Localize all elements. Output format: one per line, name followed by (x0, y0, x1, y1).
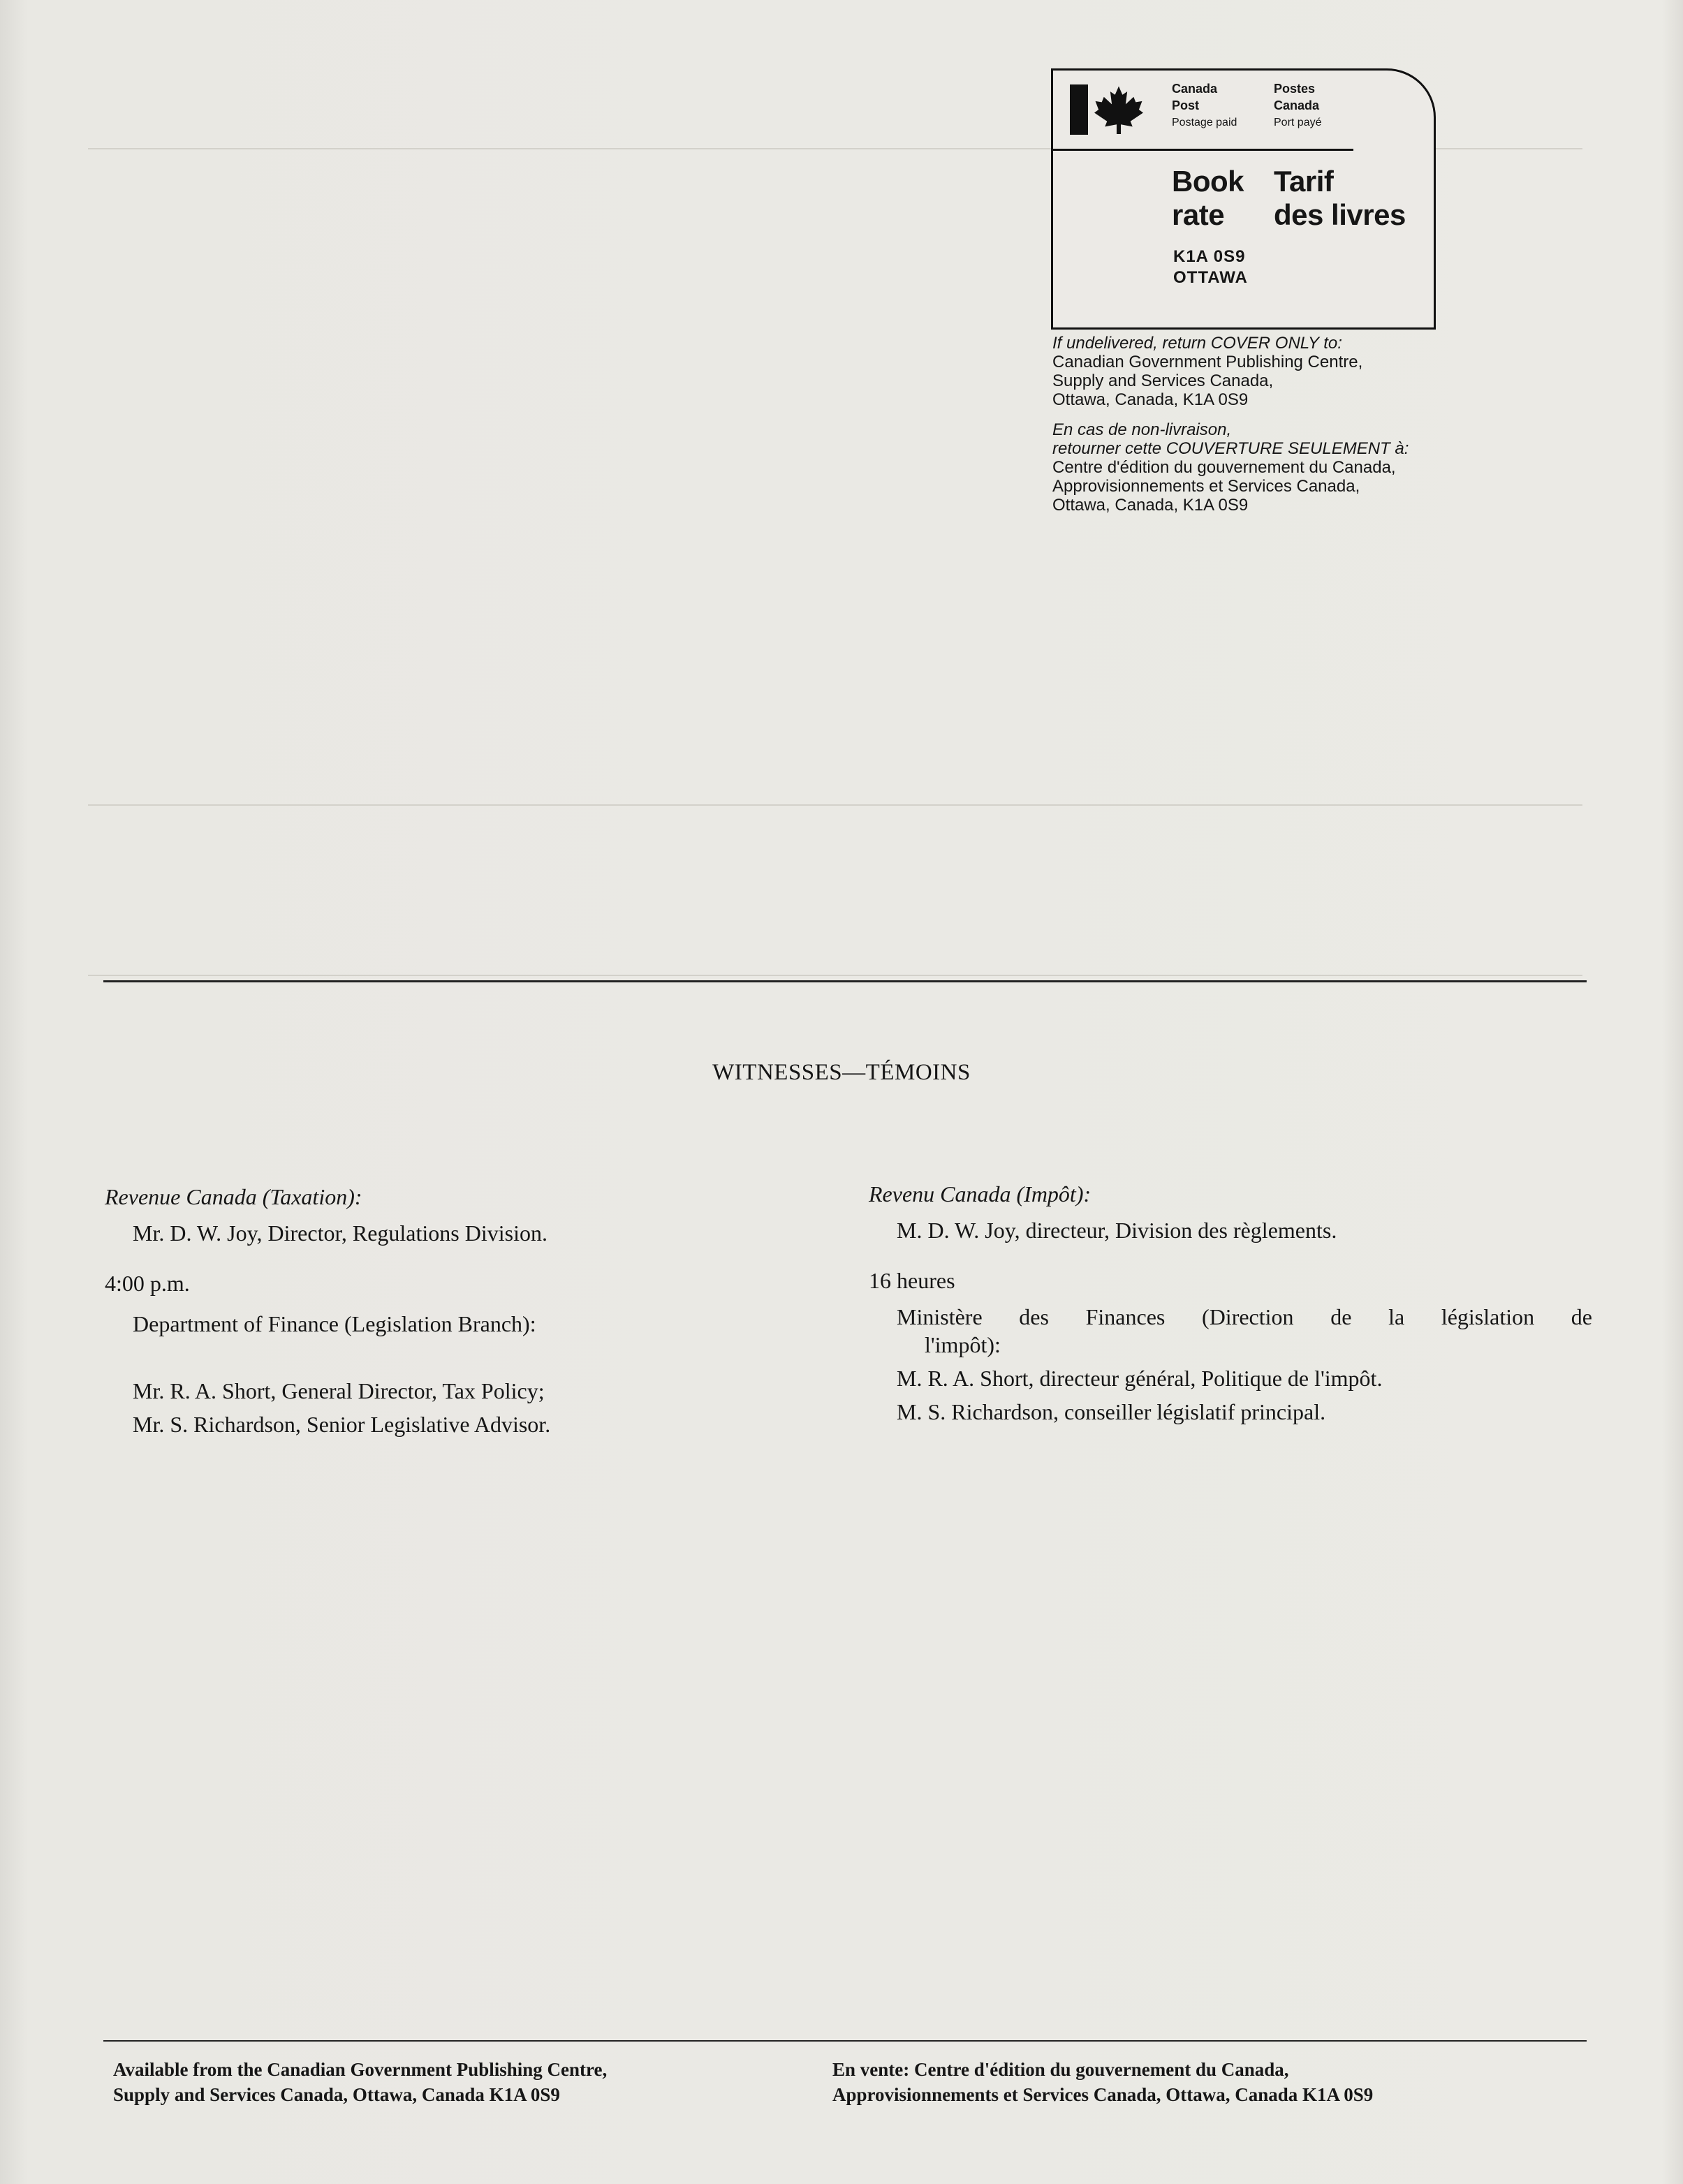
org-revenu-canada: Revenu Canada (Impôt): (869, 1181, 1092, 1207)
return-fr-intro-2: retourner cette COUVERTURE SEULEMENT à: (1052, 439, 1409, 458)
temoin-richardson: M. S. Richardson, conseiller législatif principal. (897, 1399, 1326, 1424)
ghost-rule (88, 804, 1582, 806)
org-revenue-canada: Revenue Canada (Taxation): (105, 1184, 362, 1209)
footer-en-line1: Available from the Canadian Government Publishing Centre, (113, 2059, 608, 2080)
footer-fr-line2: Approvisionnements et Services Canada, Ottawa, Canada K1A 0S9 (832, 2084, 1374, 2105)
section-divider (103, 980, 1587, 982)
book-rate-line1: Book (1172, 165, 1244, 198)
postal-port-paye: Port payé (1274, 117, 1322, 128)
tarif-line1: Tarif (1274, 165, 1334, 198)
return-address (1052, 334, 1541, 515)
flag-bar-icon (1070, 84, 1088, 135)
temoin-short: M. R. A. Short, directeur général, Politique de l'impôt. (897, 1366, 1383, 1391)
footer-fr-line1: En vente: Centre d'édition du gouvernement du Canada, (832, 2059, 1289, 2080)
org-finances-line2: l'impôt): (925, 1332, 1001, 1357)
book-rate-line2: rate (1172, 198, 1225, 231)
witnesses-heading: WITNESSES—TÉMOINS (712, 1060, 971, 1085)
witness-short: Mr. R. A. Short, General Director, Tax Policy; (133, 1378, 545, 1403)
postal-post-en: Post (1172, 98, 1200, 112)
witnesses-english-column (105, 1183, 831, 1438)
seance-heure: 16 heures (869, 1268, 955, 1293)
return-fr-line: Ottawa, Canada, K1A 0S9 (1052, 496, 1249, 515)
return-fr-intro-1: En cas de non-livraison, (1052, 420, 1232, 439)
postal-city: OTTAWA (1173, 268, 1248, 287)
return-en-line: Supply and Services Canada, (1052, 371, 1274, 390)
witness-richardson: Mr. S. Richardson, Senior Legislative Advisor. (133, 1412, 551, 1437)
session-time: 4:00 p.m. (105, 1271, 190, 1296)
return-en-line: Canadian Government Publishing Centre, (1052, 353, 1363, 371)
postal-canada-fr: Canada (1274, 98, 1320, 112)
return-en-line: Ottawa, Canada, K1A 0S9 (1052, 390, 1249, 409)
org-finance: Department of Finance (Legislation Branch): (133, 1311, 536, 1336)
footer-english (113, 2057, 607, 2107)
maple-leaf-icon (1092, 83, 1145, 136)
org-finances-line1: Ministère des Finances (Direction de la législation de (897, 1304, 1592, 1329)
footer-en-line2: Supply and Services Canada, Ottawa, Canada K1A 0S9 (113, 2084, 560, 2105)
return-en-intro: If undelivered, return COVER ONLY to: (1052, 334, 1342, 353)
postal-code: K1A 0S9 (1173, 247, 1246, 266)
return-spacer (1052, 409, 1541, 420)
ghost-rule (88, 975, 1582, 976)
postal-indicia (1051, 68, 1436, 330)
tarif-line2: des livres (1274, 198, 1406, 231)
postal-postes-fr: Postes (1274, 82, 1316, 96)
witness-joy: Mr. D. W. Joy, Director, Regulations Division. (133, 1220, 547, 1246)
footer-french (832, 2057, 1373, 2107)
temoin-joy: M. D. W. Joy, directeur, Division des règlements. (897, 1218, 1337, 1243)
return-fr-line: Centre d'édition du gouvernement du Canada, (1052, 458, 1396, 477)
postal-canada-en: Canada (1172, 82, 1218, 96)
footer-divider (103, 2040, 1587, 2042)
witnesses-french-column (869, 1180, 1592, 1426)
postal-postage-paid: Postage paid (1172, 117, 1237, 128)
return-fr-line: Approvisionnements et Services Canada, (1052, 477, 1360, 496)
